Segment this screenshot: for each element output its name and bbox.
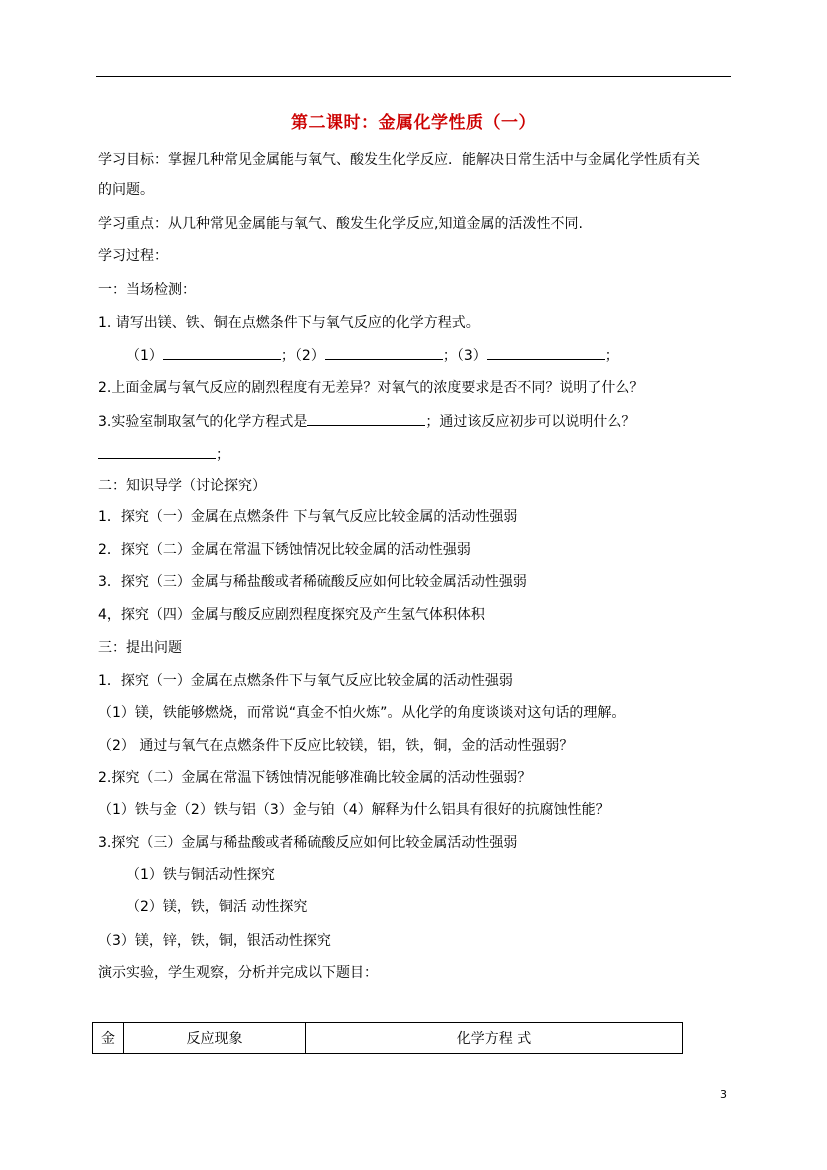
section-2-item-2: 2．探究（二）金属在常温下锈蚀情况比较金属的活动性强弱	[98, 542, 471, 558]
section-3-line-2: （1）镁，铁能够燃烧，而常说“真金不怕火炼”。从化学的角度谈谈对这句话的理解。	[98, 705, 626, 721]
experiment-table	[92, 1022, 683, 1054]
answer-blank-5[interactable]	[98, 444, 216, 459]
section-2-item-3: 3．探究（三）金属与稀盐酸或者稀硫酸反应如何比较金属活动性强弱	[98, 574, 527, 590]
question-3	[98, 411, 635, 432]
section-3-line-3: （2） 通过与氧气在点燃条件下反应比较镁，铝，铁，铜，金的活动性强弱？	[98, 738, 574, 754]
key-points: 学习重点：从几种常见金属能与氧气、酸发生化学反应,知道金属的活泼性不同.	[98, 216, 583, 232]
page-title: 第二课时：金属化学性质（一）	[291, 113, 536, 133]
section-2-item-4: 4，探究（四）金属与酸反应剧烈程度探究及产生氢气体积体积	[98, 607, 485, 623]
section-3-line-10: 演示实验，学生观察，分析并完成以下题目：	[98, 965, 378, 981]
page-number: 3	[720, 1088, 727, 1101]
question-3-continued	[98, 444, 230, 465]
section-2-item-1: 1．探究（一）金属在点燃条件 下与氧气反应比较金属的活动性强弱	[98, 509, 518, 525]
header-rule	[96, 76, 731, 77]
blank-label-2: ；（2）	[280, 348, 325, 364]
answer-blank-2[interactable]	[325, 345, 443, 360]
section-3-line-5: （1）铁与金（2）铁与铝（3）金与铂（4）解释为什么铝具有很好的抗腐蚀性能？	[98, 802, 610, 818]
answer-blank-3[interactable]	[487, 345, 605, 360]
section-3-line-7: （1）铁与铜活动性探究	[126, 867, 275, 883]
process-label: 学习过程：	[98, 248, 168, 264]
section-3-line-4: 2.探究（二）金属在常温下锈蚀情况能够准确比较金属的活动性强弱？	[98, 770, 532, 786]
section-3-heading: 三：提出问题	[98, 640, 182, 656]
section-3-line-9: （3）镁，锌，铁，铜，银活动性探究	[98, 933, 331, 949]
blank-label-1: （1）	[126, 348, 163, 364]
question-3-text-after: ；通过该反应初步可以说明什么？	[425, 414, 636, 430]
section-3-line-8: （2）镁，铁，铜活 动性探究	[126, 899, 308, 915]
table-header-phenomenon: 反应现象	[124, 1023, 306, 1053]
question-1: 1. 请写出镁、铁、铜在点燃条件下与氧气反应的化学方程式。	[98, 315, 480, 331]
table-header-metal: 金	[93, 1023, 124, 1053]
objectives-line-2: 的问题。	[98, 182, 154, 198]
section-2-heading: 二：知识导学（讨论探究）	[98, 478, 266, 494]
answer-blank-4[interactable]	[307, 411, 425, 426]
section-3-line-6: 3.探究（三）金属与稀盐酸或者稀硫酸反应如何比较金属活动性强弱	[98, 835, 518, 851]
objectives-line-1: 学习目标：掌握几种常见金属能与氧气、酸发生化学反应．能解决日常生活中与金属化学性质有关	[98, 152, 700, 168]
question-3-text: 3.实验室制取氢气的化学方程式是	[98, 414, 308, 430]
blank-label-3: ；（3）	[442, 348, 487, 364]
section-1-heading: 一：当场检测：	[98, 282, 196, 298]
table-header-equation: 化学方程 式	[456, 1031, 532, 1047]
question-1-blanks	[126, 345, 619, 366]
question-2: 2.上面金属与氧气反应的剧烈程度有无差异？对氧气的浓度要求是否不同？说明了什么？	[98, 380, 644, 396]
blank-end-2: ；	[216, 447, 230, 463]
section-3-line-1: 1．探究（一）金属在点燃条件下与氧气反应比较金属的活动性强弱	[98, 673, 513, 689]
answer-blank-1[interactable]	[163, 345, 281, 360]
blank-end: ；	[604, 348, 619, 364]
